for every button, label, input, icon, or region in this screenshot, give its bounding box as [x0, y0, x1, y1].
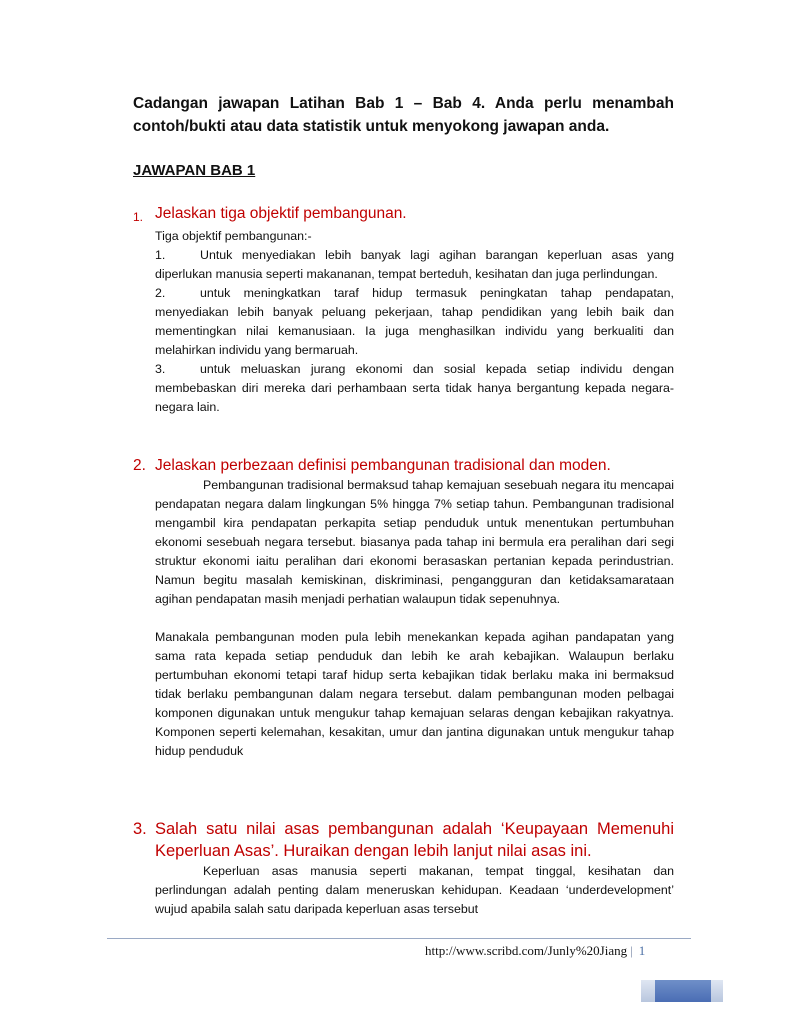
question-2 [133, 456, 674, 761]
answer-2-paragraph: Pembangunan tradisional bermaksud tahap kemajuan sesebuah negara itu mencapai pendapatan negara dalam lingkungan 5% hingga 7% setiap tahun. Pembangunan tradisional mengambil kira pendapatan perkapita setiap penduduk untuk menentukan pertumbuhan ekonomi sesebuah negara tersebut. biasanya pada tahap ini bermula era peralihan dari segi struktur ekonomi iaitu peralihan dari ekonomi berasaskan pertanian kepada perindustrian. Namun begitu masalah kemiskinan, diskriminasi, pengangguran dan ketidaksamarataan agihan pendapatan masih menjadi perhatian walaupun tidak sepenuhnya. [155, 478, 674, 606]
item-label: 3. [155, 362, 166, 376]
question-3 [133, 818, 674, 919]
intro-text: Cadangan jawapan Latihan Bab 1 – Bab 4. Anda perlu menambah contoh/bukti atau data statistik untuk menyokong jawapan anda. [133, 95, 674, 135]
question-3-text: Salah satu nilai asas pembangunan adalah ‘Keupayaan Memenuhi Keperluan Asas’. Huraikan dengan lebih lanjut nilai asas ini. [155, 820, 674, 860]
question-3-title [133, 818, 674, 862]
answer-2-paragraph: Manakala pembangunan moden pula lebih menekankan kepada agihan pandapatan yang sama rata kepada setiap penduduk dan lebih ke arah kebajikan. Walaupun berlaku pertumbuhan ekonomi tetapi taraf hidup serta kebajikan tidak berlaku maka ini bermaksud tidak berlaku pembangunan dalam negara tersebut. dalam pembangunan moden pelbagai komponen digunakan untuk mengukur tahap kemajuan selaras dengan kebajikan rakyatnya. Komponen seperti kelemahan, kesakitan, umur dan jantina digunakan untuk mengukur tahap hidup penduduk [155, 630, 674, 758]
question-1 [133, 204, 674, 417]
item-label: 1. [155, 248, 166, 262]
question-1-title [133, 204, 674, 227]
answer-1-item [155, 284, 674, 360]
item-label: 2. [155, 286, 166, 300]
item-text: untuk meluaskan jurang ekonomi dan sosial kepada setiap individu dengan membebaskan diri mereka dari perhambaan serta tidak hanya bergantung kepada negara-negara lain. [155, 362, 674, 414]
question-2-answer [155, 476, 674, 761]
question-1-number: 1. [133, 210, 144, 224]
question-3-number: 3. [133, 820, 147, 838]
question-2-text: Jelaskan perbezaan definisi pembangunan tradisional dan moden. [155, 457, 611, 474]
footer-tab-decoration [641, 980, 723, 1002]
question-2-number: 2. [133, 457, 146, 474]
footer-divider [107, 938, 691, 939]
item-text: untuk meningkatkan taraf hidup termasuk peningkatan tahap pendapatan, menyediakan lebih banyak peluang pekerjaan, tahap pendidikan yang lebih baik dan mementingkan nilai kemanusiaan. Ia juga menghasilkan individu yang berkualiti dan melahirkan individu yang bermaruah. [155, 286, 674, 357]
footer-url: http://www.scribd.com/Junly%20Jiang [425, 943, 628, 958]
section-heading: JAWAPAN BAB 1 [133, 162, 256, 179]
page-footer [425, 943, 645, 959]
page-number: 1 [638, 943, 646, 958]
question-2-title [133, 456, 674, 476]
page-content [133, 92, 674, 916]
item-text: Untuk menyediakan lebih banyak lagi agihan barangan keperluan asas yang diperlukan manusia seperti makananan, tempat berteduh, kesihatan dan juga perlindungan. [155, 248, 674, 281]
answer-3-paragraph: Keperluan asas manusia seperti makanan, tempat tinggal, kesihatan dan perlindungan adalah penting dalam meneruskan kehidupan. Keadaan ‘underdevelopment’ wujud apabila salah satu daripada keperluan asas tersebut [155, 864, 674, 916]
question-3-answer [155, 862, 674, 919]
question-1-text: Jelaskan tiga objektif pembangunan. [155, 205, 407, 222]
answer-1-item [155, 246, 674, 284]
question-1-answer [155, 227, 674, 417]
footer-separator: | [630, 943, 633, 958]
answer-1-item [155, 360, 674, 417]
answer-1-lead: Tiga objektif pembangunan:- [155, 229, 312, 243]
